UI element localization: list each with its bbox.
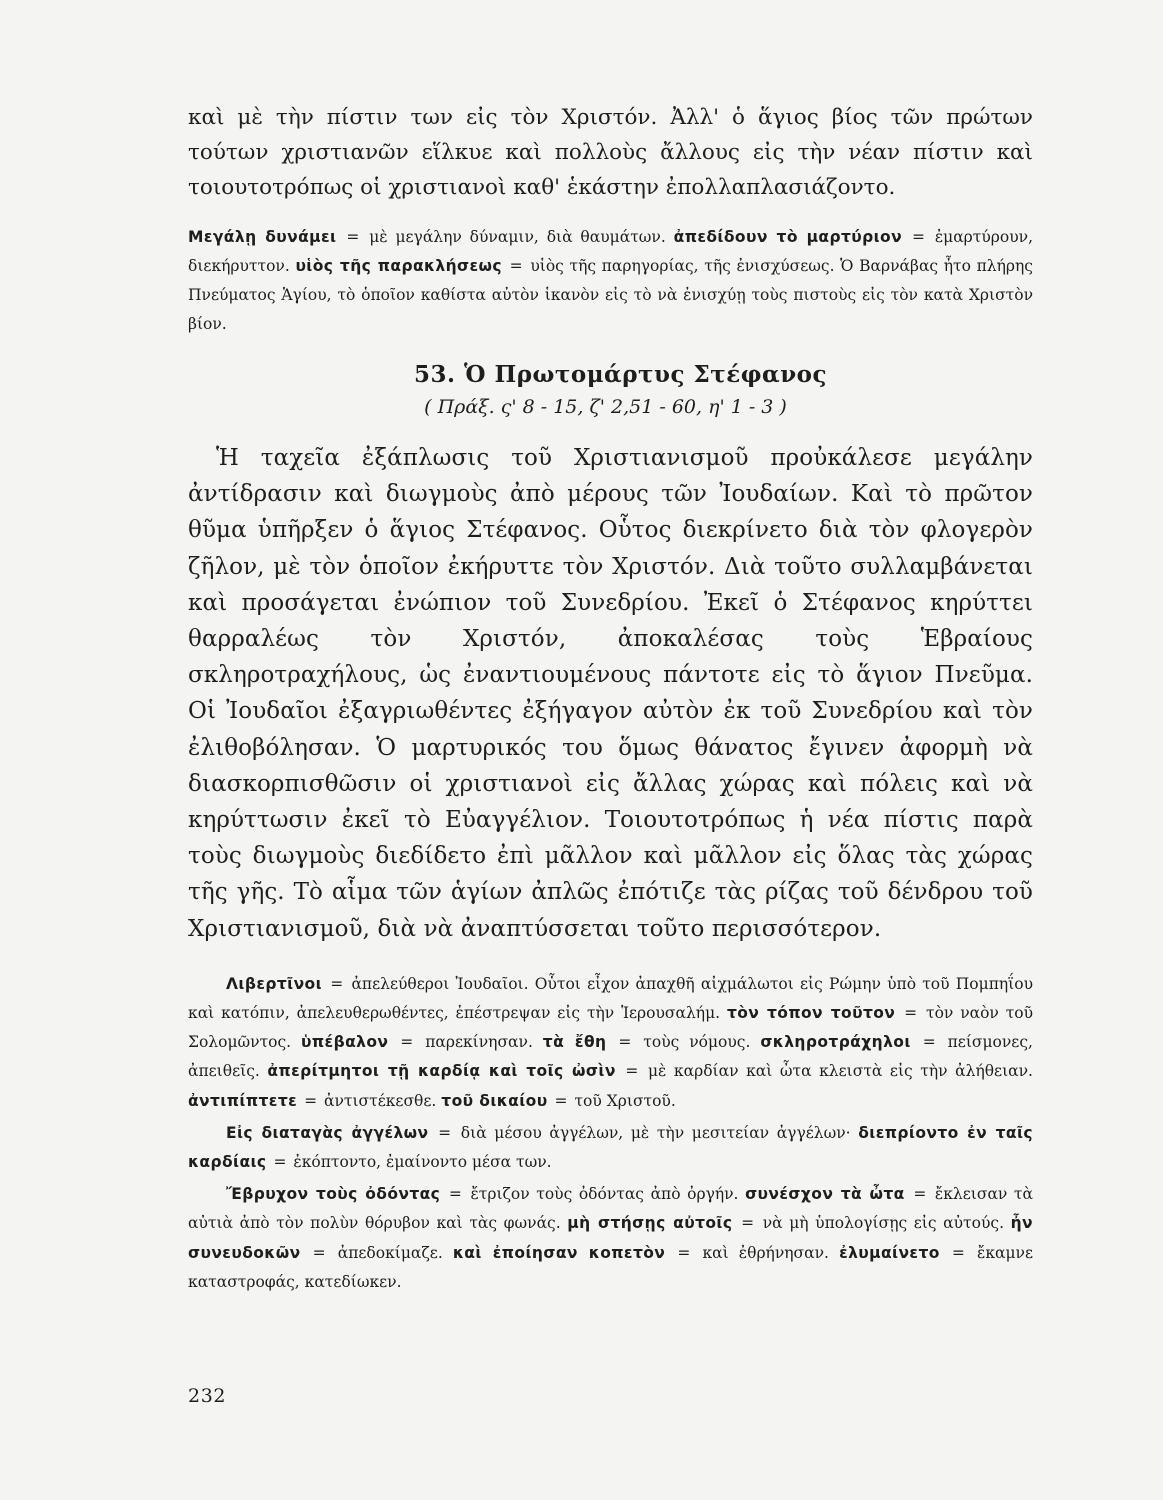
gloss-entry: ἐλυμαίνετο = ἔκαμνε καταστροφάς, κατεδίωκεν. — [188, 1243, 1034, 1291]
gloss-entry: καὶ ἐποίησαν κοπετὸν = καὶ ἐθρήνησαν. — [452, 1243, 829, 1262]
gloss-definition: ἔκλεισαν τὰ αὐτιὰ ἀπὸ τὸν πολὺν θόρυβον καὶ τὰς φωνάς. — [188, 1185, 1033, 1233]
gloss-definition: ἔτριζον τοὺς ὀδόντας ἀπὸ ὀργήν. — [470, 1185, 739, 1204]
section-body: Ἡ ταχεῖα ἐξάπλωσις τοῦ Χριστιανισμοῦ προὐκάλεσε μεγάλην ἀντίδρασιν καὶ διωγμοὺς ἀπὸ μέρους τῶν Ἰουδαίων. Καὶ τὸ πρῶτον θῦμα ὑπῆρξεν ὁ ἅγιος Στέφανος. Οὗτος διεκρίνετο διὰ τὸν φλογερὸν ζῆλον, μὲ τὸν ὁποῖον ἐκήρυττε τὸν Χριστόν. Διὰ τοῦτο συλλαμβάνεται καὶ προσάγεται ἐνώπιον τοῦ Συνεδρίου. Ἐκεῖ ὁ Στέφανος κηρύττει θαρραλέως τὸν Χριστόν, ἀποκαλέσας τοὺς Ἑβραίους σκληροτραχήλους, ὡς ἐναντιουμένους πάντοτε εἰς τὸ ἅγιον Πνεῦμα. Οἱ Ἰουδαῖοι ἐξαγριωθέντες ἐξήγαγον αὐτὸν ἐκ τοῦ Συνεδρίου καὶ τὸν ἐλιθοβόλησαν. Ὁ μαρτυρικός του ὅμως θάνατος ἔγινεν ἀφορμὴ νὰ διασκορπισθῶσιν οἱ χριστιανοὶ εἰς ἄλλας χώρας καὶ πόλεις καὶ νὰ κηρύττωσιν ἐκεῖ τὸ Εὐαγγέλιον. Τοιουτοτρόπως ἡ νέα πίστις παρὰ τοὺς διωγμοὺς διεδίδετο ἐπὶ μᾶλλον καὶ μᾶλλον εἰς ὅλας τὰς χώρας τῆς γῆς. Τὸ αἷμα τῶν ἁγίων ἀπλῶς ἐπότιζε τὰς ρίζας τοῦ δένδρου τοῦ Χριστιανισμοῦ, διὰ νὰ ἀναπτύσσεται τοῦτο περισσότερον. — [188, 445, 1033, 942]
gloss-entry: ἀπερίτμητοι τῇ καρδίᾳ καὶ τοῖς ὠσὶν = μὲ καρδίαν καὶ ὦτα κλειστὰ εἰς τὴν ἀλήθειαν. — [267, 1062, 1033, 1081]
gloss-term: ἐλυμαίνετο — [839, 1243, 940, 1262]
gloss-entry: Μεγάλῃ δυνάμει = μὲ μεγάλην δύναμιν, διὰ θαυμάτων. — [188, 228, 666, 246]
page-number: 232 — [188, 1385, 227, 1407]
gloss-term: ὑπέβαλον — [301, 1033, 389, 1052]
gloss-term: Εἰς διαταγὰς ἀγγέλων — [226, 1123, 429, 1142]
gloss-entry: Εἰς διαταγὰς ἀγγέλων = διὰ μέσου ἀγγέλων, μὲ τὴν μεσιτείαν ἀγγέλων· — [226, 1123, 851, 1142]
gloss-block-top — [188, 223, 1033, 339]
gloss-entry: ἀντιπίπτετε = ἀντιστέκεσθε. — [188, 1091, 437, 1110]
gloss-definition: ἀπελεύθεροι Ἰουδαῖοι. Οὗτοι εἶχον ἀπαχθῆ αἰχμάλωτοι εἰς Ρώμην ὑπὸ τοῦ Πομπηΐου καὶ κατόπιν, ἀπελευθερωθέντες, ἐπέστρεψαν εἰς τὴν Ἱερουσαλήμ. — [188, 974, 1033, 1023]
book-page — [188, 100, 1033, 1297]
gloss-definition: διὰ μέσου ἀγγέλων, μὲ τὴν μεσιτείαν ἀγγέλων· — [460, 1123, 851, 1142]
gloss-term: ἀντιπίπτετε — [188, 1091, 298, 1110]
scripture-reference: ( Πράξ. ς' 8 - 15, ζ' 2,51 - 60, η' 1 - 3 ) — [424, 396, 787, 418]
gloss-definition: ἀπεδοκίμαζε. — [337, 1243, 443, 1262]
gloss-block-bottom — [188, 970, 1033, 1297]
section-heading: 53. Ὁ Πρωτομάρτυς Στέφανος — [413, 361, 828, 388]
gloss-entry: ἀπεδίδουν τὸ μαρτύριον = ἐμαρτύρουν, διεκήρυττον. — [188, 228, 1033, 275]
gloss-definition: μὲ μεγάλην δύναμιν, διὰ θαυμάτων. — [369, 228, 666, 246]
gloss-definition: τὸν ναὸν τοῦ Σολομῶντος. — [188, 1004, 1034, 1052]
gloss-definition: πείσμονες, ἀπειθεῖς. — [188, 1033, 1033, 1081]
gloss-entry: τοῦ δικαίου = τοῦ Χριστοῦ. — [441, 1091, 676, 1110]
gloss-definition: ἀντιστέκεσθε. — [324, 1091, 437, 1110]
gloss-definition: καὶ ἐθρήνησαν. — [702, 1243, 829, 1262]
gloss-paragraph — [188, 1180, 1033, 1297]
gloss-term: ἀπερίτμητοι τῇ καρδίᾳ καὶ τοῖς ὠσὶν — [267, 1062, 616, 1081]
gloss-term: τοῦ δικαίου — [441, 1091, 548, 1110]
gloss-definition: ἐκόπτοντο, ἐμαίνοντο μέσα των. — [293, 1153, 552, 1172]
gloss-entry: Λιβερτῖνοι = ἀπελεύθεροι Ἰουδαῖοι. Οὗτοι εἶχον ἀπαχθῆ αἰχμάλωτοι εἰς Ρώμην ὑπὸ τοῦ Πομπηΐου καὶ κατόπιν, ἀπελευθερωθέντες, ἐπέστρεψαν εἰς τὴν Ἱερουσαλήμ. — [188, 974, 1033, 1023]
gloss-entry: μὴ στήσῃς αὐτοῖς = νὰ μὴ ὑπολογίσῃς εἰς αὐτούς. — [567, 1214, 1004, 1233]
gloss-paragraph — [188, 970, 1033, 1116]
gloss-entry: συνέσχον τὰ ὦτα = ἔκλεισαν τὰ αὐτιὰ ἀπὸ τὸν πολὺν θόρυβον καὶ τὰς φωνάς. — [188, 1185, 1033, 1233]
gloss-entry: διεπρίοντο ἐν ταῖς καρδίαις = ἐκόπτοντο, ἐμαίνοντο μέσα των. — [188, 1123, 1034, 1172]
gloss-entry: Ἔβρυχον τοὺς ὀδόντας = ἔτριζον τοὺς ὀδόντας ἀπὸ ὀργήν. — [226, 1185, 739, 1204]
gloss-definition: νὰ μὴ ὑπολογίσῃς εἰς αὐτούς. — [762, 1214, 1004, 1233]
gloss-entry: υἱὸς τῆς παρακλήσεως = υἱὸς τῆς παρηγορίας, τῆς ἐνισχύσεως. Ὁ Βαρνάβας ἦτο πλήρης Πνεύματος Ἁγίου, τὸ ὁποῖον καθίστα αὐτὸν ἱκανὸν εἰς τὸ νὰ ἐνισχύῃ τοὺς πιστοὺς εἰς τὸν κατὰ Χριστὸν βίον. — [188, 257, 1033, 333]
gloss-entry: σκληροτράχηλοι = πείσμονες, ἀπειθεῖς. — [188, 1033, 1033, 1081]
gloss-entry: τὰ ἔθη = τοὺς νόμους. — [542, 1033, 751, 1052]
gloss-entry: τὸν τόπον τοῦτον = τὸν ναὸν τοῦ Σολομῶντος. — [188, 1004, 1034, 1052]
gloss-term: Μεγάλῃ δυνάμει — [188, 228, 337, 246]
gloss-definition: παρεκίνησαν. — [425, 1033, 533, 1052]
gloss-term: μὴ στήσῃς αὐτοῖς — [567, 1214, 733, 1233]
gloss-definition: υἱὸς τῆς παρηγορίας, τῆς ἐνισχύσεως. Ὁ Βαρνάβας ἦτο πλήρης Πνεύματος Ἁγίου, τὸ ὁποῖον καθίστα αὐτὸν ἱκανὸν εἰς τὸ νὰ ἐνισχύῃ τοὺς πιστοὺς εἰς τὸν κατὰ Χριστὸν βίον. — [188, 257, 1033, 333]
gloss-term: τὸν τόπον τοῦτον — [726, 1004, 896, 1023]
gloss-term: ἦν συνευδοκῶν — [188, 1214, 1034, 1262]
gloss-definition: ἔκαμνε καταστροφάς, κατεδίωκεν. — [188, 1243, 1034, 1291]
gloss-term: καὶ ἐποίησαν κοπετὸν — [452, 1243, 666, 1262]
gloss-term: υἱὸς τῆς παρακλήσεως — [295, 257, 503, 275]
gloss-entry: ὑπέβαλον = παρεκίνησαν. — [301, 1033, 533, 1052]
gloss-definition: τοὺς νόμους. — [643, 1033, 751, 1052]
gloss-term: συνέσχον τὰ ὦτα — [745, 1185, 905, 1204]
gloss-term: διεπρίοντο ἐν ταῖς καρδίαις — [188, 1123, 1034, 1172]
gloss-definition: ἐμαρτύρουν, διεκήρυττον. — [188, 228, 1033, 275]
gloss-term: σκληροτράχηλοι — [760, 1033, 911, 1052]
gloss-definition: μὲ καρδίαν καὶ ὦτα κλειστὰ εἰς τὴν ἀλήθειαν. — [647, 1062, 1033, 1081]
gloss-term: τὰ ἔθη — [542, 1033, 607, 1052]
intro-paragraph: καὶ μὲ τὴν πίστιν των εἰς τὸν Χριστόν. Ἀλλ' ὁ ἅγιος βίος τῶν πρώτων τούτων χριστιανῶν εἵλκυε καὶ πολλοὺς ἄλλους εἰς τὴν νέαν πίστιν καὶ τοιουτοτρόπως οἱ χριστιανοὶ καθ' ἑκάστην ἐπολλαπλασιάζοντο. — [188, 105, 1033, 200]
gloss-term: ἀπεδίδουν τὸ μαρτύριον — [673, 228, 903, 246]
gloss-term: Λιβερτῖνοι — [226, 974, 323, 993]
gloss-paragraph — [188, 1119, 1033, 1177]
gloss-term: Ἔβρυχον τοὺς ὀδόντας — [226, 1185, 441, 1204]
gloss-entry: ἦν συνευδοκῶν = ἀπεδοκίμαζε. — [188, 1214, 1034, 1262]
gloss-definition: τοῦ Χριστοῦ. — [574, 1091, 676, 1110]
